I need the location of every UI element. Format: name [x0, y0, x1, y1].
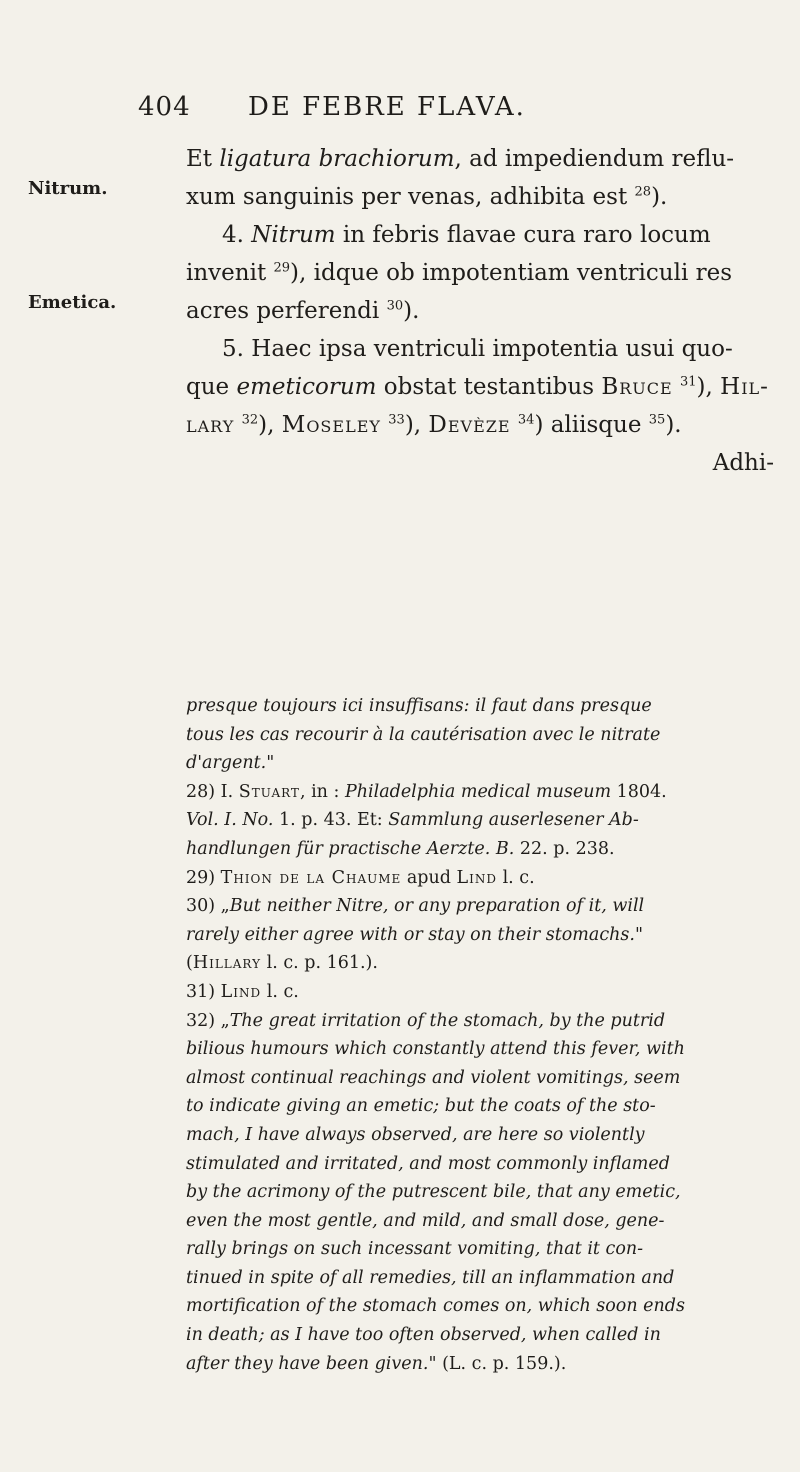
page-number: 404	[138, 92, 191, 122]
footnote-32: 32) „The great irritation of the stomach, by the putrid bilious humours which constantly attend this fever, with almost continual reachings and violent vomitings, seem to indicate giving an emetic; but the coats of the sto- mach, I have always observed, are here so violently stimulated and irritated, and most commonly inflamed by the acrimony of the putrescent bile, that any emetic, even the most gentle, and mild, and small dose, gene- rally brings on such incessant vomiting, that it con- tinued in spite of all remedies, till an inflammation and mortification of the stomach comes on, which soon ends in death; as I have too often observed, when called in after they have been given." (L. c. p. 159.).	[186, 1010, 685, 1374]
catchword: Adhi-	[712, 450, 774, 476]
footnote-ref: 34	[517, 412, 535, 428]
footnote-ref: 28	[634, 184, 652, 200]
author-name: Hil-	[720, 374, 769, 400]
footnote-ref: 31	[680, 374, 697, 390]
author-name: Devèze	[428, 412, 511, 438]
paragraph-emetica: 5. Haec ipsa ventriculi impotentia usui quo-	[222, 336, 733, 362]
footnote-ref: 35	[648, 412, 666, 428]
footnote-ref: 29	[273, 260, 291, 276]
paragraph-emetica-cont: que emeticorum obstat testantibus Bruce $^{31}$), Hil- lary $^{32}$), Moseley $^{33}$), Devèze $^{34}$) aliisque $^{35}$).	[186, 374, 769, 438]
footnote-30: 30) „But neither Nitre, or any preparation of it, will rarely either agree with or stay on their stomachs." (Hillary l. c. p. 161.).	[186, 896, 645, 974]
footnote-28: 28) I. Stuart, in : Philadelphia medical museum 1804. Vol. I. No. 1. p. 43. Et: Sammlung auserlesener Ab- handlungen für practische Aerzte. B. 22. p. 238.	[186, 781, 667, 859]
author-name: Moseley	[281, 412, 381, 438]
running-title: DE FEBRE FLAVA.	[248, 92, 526, 122]
footnote-ref: 33	[388, 412, 405, 428]
footnote-ref: 30	[386, 298, 404, 314]
paragraph-ligatura: Et ligatura brachiorum, ad impediendum reflu- xum sanguinis per venas, adhibita est $^{28}$).	[186, 146, 735, 210]
footnotes	[186, 692, 774, 1378]
footnote-ref: 32	[241, 412, 259, 428]
footnote-29: 29) Thion de la Chaume apud Lind l. c.	[186, 867, 535, 888]
author-name: Bruce	[601, 374, 673, 400]
footnote-continued: presque toujours ici insuffisans: il faut dans presque tous les cas recourir à la cautérisation avec le nitrate d'argent."	[186, 696, 661, 774]
footnote-31: 31) Lind l. c.	[186, 981, 299, 1002]
main-text	[186, 140, 774, 482]
margin-note-nitrum: Nitrum.	[28, 178, 108, 199]
paragraph-nitrum: 4. Nitrum in febris flavae cura raro locum	[222, 222, 711, 248]
author-name: lary	[186, 412, 235, 438]
paragraph-nitrum-cont: invenit $^{29}$), idque ob impotentiam ventriculi res acres perferendi $^{30}$).	[186, 260, 733, 324]
margin-note-emetica: Emetica.	[28, 292, 117, 313]
